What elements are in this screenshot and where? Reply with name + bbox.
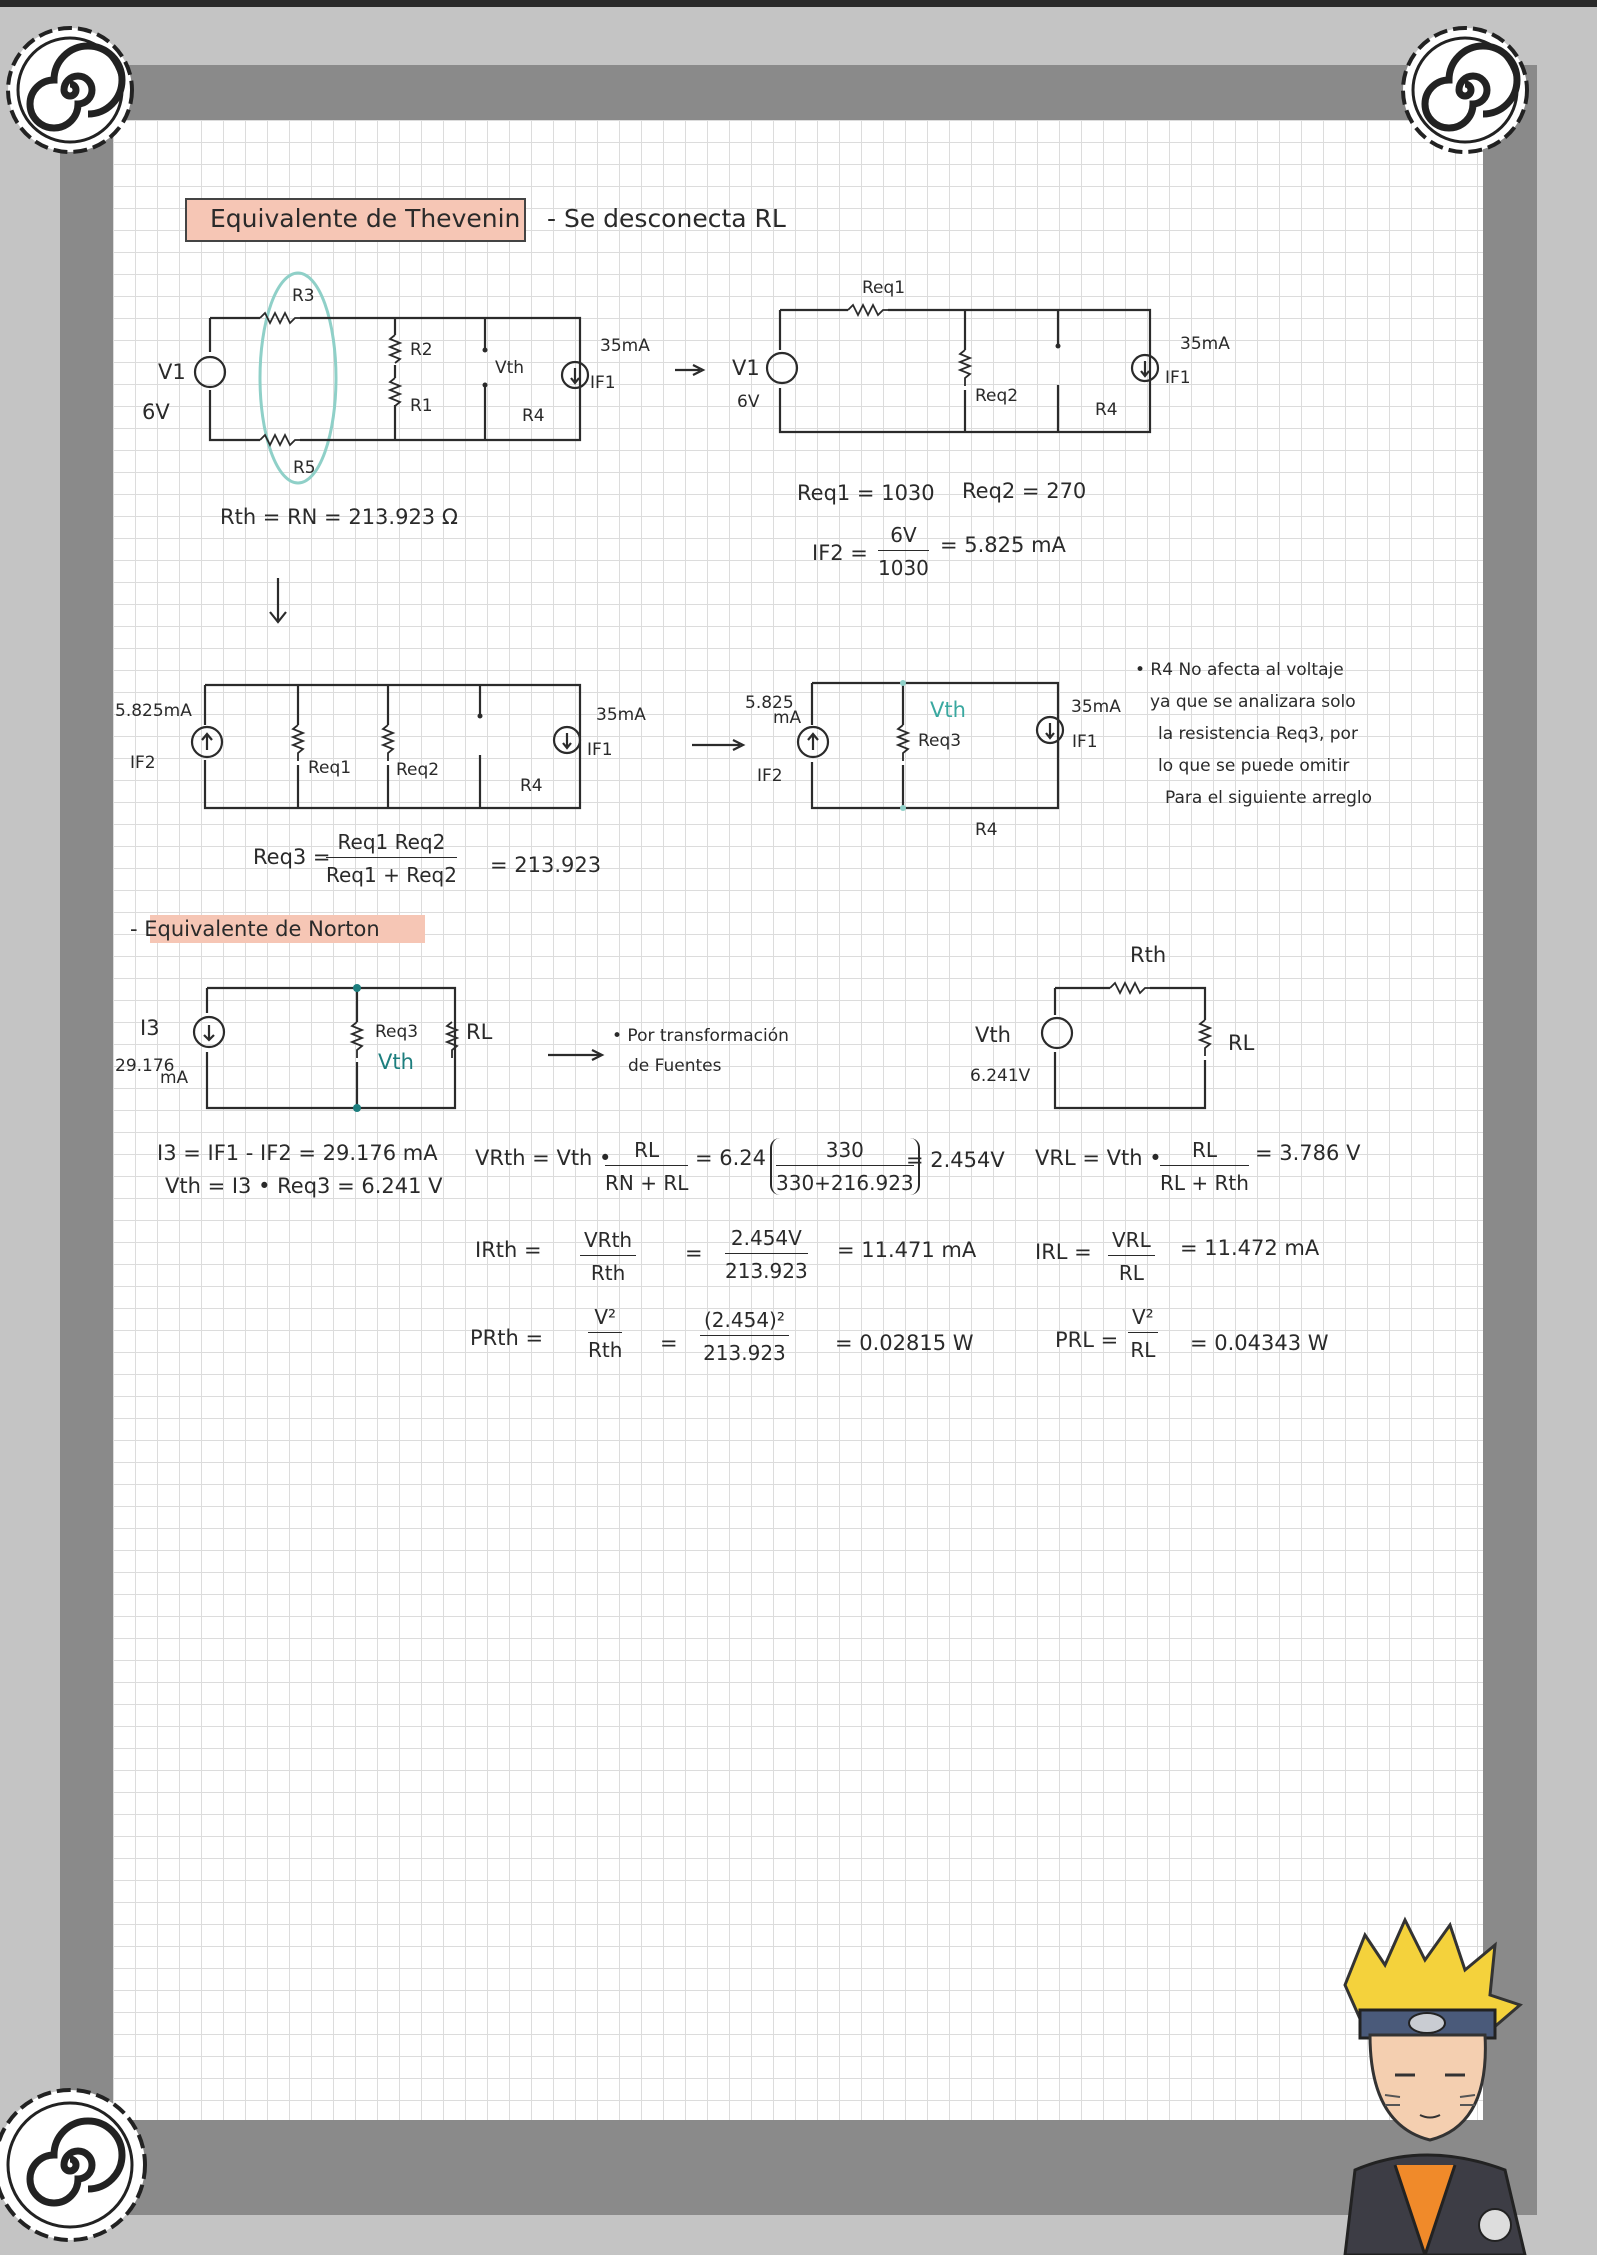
req1-value: Req1 = 1030 xyxy=(797,481,935,505)
vrth-label: VRth = Vth • xyxy=(475,1146,612,1170)
vrth-paren-fraction xyxy=(770,1138,920,1195)
vrl-denominator: RL + Rth xyxy=(1160,1171,1249,1195)
vrth-denominator: RN + RL xyxy=(605,1171,689,1195)
prth-denominator: Rth xyxy=(588,1338,623,1362)
vrth-mid: = 6.24 xyxy=(695,1146,767,1170)
c4-current-unit: mA xyxy=(773,708,802,728)
prl-result: = 0.04343 W xyxy=(1190,1331,1329,1355)
prth-denominator-2: 213.923 xyxy=(703,1341,786,1365)
prth-fraction xyxy=(588,1305,622,1362)
c3-35ma: 35mA xyxy=(596,705,646,725)
c4-req3: Req3 xyxy=(918,731,962,751)
prth-numerator: V² xyxy=(588,1305,622,1333)
c5-i3: I3 xyxy=(140,1016,160,1040)
irth-denominator-2: 213.923 xyxy=(725,1259,808,1283)
rth-equation: Rth = RN = 213.923 Ω xyxy=(220,505,458,529)
c4-current: 5.825 xyxy=(745,693,794,713)
prl-fraction xyxy=(1128,1305,1158,1362)
c4-if2: IF2 xyxy=(757,766,783,786)
irl-label: IRL = xyxy=(1035,1240,1092,1264)
prl-denominator: RL xyxy=(1130,1338,1156,1362)
vrth-paren-numerator: 330 xyxy=(776,1138,914,1166)
prth-fraction-2 xyxy=(700,1308,789,1365)
irth-label: IRth = xyxy=(475,1238,542,1262)
c3-if2: IF2 xyxy=(130,753,156,773)
c4-r4: R4 xyxy=(975,820,998,840)
irl-denominator: RL xyxy=(1118,1261,1144,1285)
c1-current: 35mA xyxy=(600,336,650,356)
norton-title: - Equivalente de Norton xyxy=(130,917,380,941)
vth-equation: Vth = I3 • Req3 = 6.241 V xyxy=(165,1174,443,1198)
c5-rl: RL xyxy=(466,1020,493,1044)
r4-note-2: ya que se analizara solo xyxy=(1150,692,1356,712)
c1-r1: R1 xyxy=(410,396,433,416)
r4-note-4: lo que se puede omitir xyxy=(1158,756,1350,776)
c4-if1: IF1 xyxy=(1072,732,1098,752)
vrth-fraction xyxy=(605,1138,688,1195)
c3-req2: Req2 xyxy=(396,760,440,780)
c3-if1: IF1 xyxy=(587,740,613,760)
prth-result: = 0.02815 W xyxy=(835,1331,974,1355)
prth-label: PRth = xyxy=(470,1326,544,1350)
irth-result: = 11.471 mA xyxy=(837,1238,977,1262)
c1-r4: R4 xyxy=(522,406,545,426)
thevenin-title: Equivalente de Thevenin xyxy=(210,204,521,233)
c6-rth: Rth xyxy=(1130,943,1167,967)
req3-denominator: Req1 + Req2 xyxy=(326,863,457,887)
vrl-numerator: RL xyxy=(1160,1138,1249,1166)
c2-req2: Req2 xyxy=(975,386,1019,406)
c3-req1: Req1 xyxy=(308,758,352,778)
prth-numerator-2: (2.454)² xyxy=(700,1308,789,1336)
c2-v1-value: 6V xyxy=(737,392,760,412)
irth-denominator: Rth xyxy=(590,1261,626,1285)
c1-v1: V1 xyxy=(158,360,186,384)
c1-r5: R5 xyxy=(293,458,316,478)
c5-vth: Vth xyxy=(378,1050,414,1074)
irth-numerator-2: 2.454V xyxy=(725,1226,808,1254)
c6-vth: Vth xyxy=(975,1023,1011,1047)
c1-v1-value: 6V xyxy=(142,400,170,424)
c4-vth: Vth xyxy=(930,698,966,722)
irl-numerator: VRL xyxy=(1108,1228,1155,1256)
transform-note-2: de Fuentes xyxy=(628,1056,722,1076)
prl-label: PRL = xyxy=(1055,1328,1119,1352)
irth-eq-sign: = xyxy=(685,1241,703,1265)
c2-if1: IF1 xyxy=(1165,368,1191,388)
c3-current: 5.825mA xyxy=(115,701,192,721)
c2-v1: V1 xyxy=(732,356,760,380)
if2-numerator: 6V xyxy=(878,523,929,551)
c6-rl: RL xyxy=(1228,1031,1255,1055)
c6-vth-value: 6.241V xyxy=(970,1066,1031,1086)
r4-note-1: • R4 No afecta al voltaje xyxy=(1135,660,1344,680)
c2-r4: R4 xyxy=(1095,400,1118,420)
c5-i3-unit: mA xyxy=(160,1068,189,1088)
prth-eq-sign: = xyxy=(660,1331,678,1355)
irth-fraction xyxy=(580,1228,636,1285)
c2-req1: Req1 xyxy=(862,278,906,298)
irth-fraction-2 xyxy=(725,1226,808,1283)
r4-note-3: la resistencia Req3, por xyxy=(1158,724,1358,744)
prl-numerator: V² xyxy=(1128,1305,1158,1333)
if2-label: IF2 = xyxy=(812,541,868,565)
vrl-fraction xyxy=(1160,1138,1249,1195)
c3-r4: R4 xyxy=(520,776,543,796)
c4-35ma: 35mA xyxy=(1071,697,1121,717)
irl-result: = 11.472 mA xyxy=(1180,1236,1320,1260)
vrth-paren-denominator: 330+216.923 xyxy=(776,1171,914,1195)
c1-vth: Vth xyxy=(495,358,525,378)
c1-r2: R2 xyxy=(410,340,433,360)
c5-req3: Req3 xyxy=(375,1022,419,1042)
if2-result: = 5.825 mA xyxy=(940,533,1066,557)
if2-denominator: 1030 xyxy=(878,556,929,580)
vrl-label: VRL = Vth • xyxy=(1035,1146,1162,1170)
vrth-numerator: RL xyxy=(605,1138,688,1166)
i3-equation: I3 = IF1 - IF2 = 29.176 mA xyxy=(157,1141,438,1165)
disconnect-note: - Se desconecta RL xyxy=(547,204,786,233)
transform-note-1: • Por transformación xyxy=(612,1026,789,1046)
c5-i3-value: 29.176 xyxy=(115,1056,175,1076)
c1-if1: IF1 xyxy=(590,373,616,393)
irl-fraction xyxy=(1108,1228,1155,1285)
req3-numerator: Req1 Req2 xyxy=(326,830,457,858)
req3-label: Req3 = xyxy=(253,845,331,869)
c2-current: 35mA xyxy=(1180,334,1230,354)
vrl-result: = 3.786 V xyxy=(1255,1141,1361,1165)
irth-numerator: VRth xyxy=(580,1228,636,1256)
c1-r3: R3 xyxy=(292,286,315,306)
req2-value: Req2 = 270 xyxy=(962,479,1087,503)
req3-result: = 213.923 xyxy=(490,853,602,877)
vrth-result: = 2.454V xyxy=(906,1148,1005,1172)
r4-note-5: Para el siguiente arreglo xyxy=(1165,788,1373,808)
